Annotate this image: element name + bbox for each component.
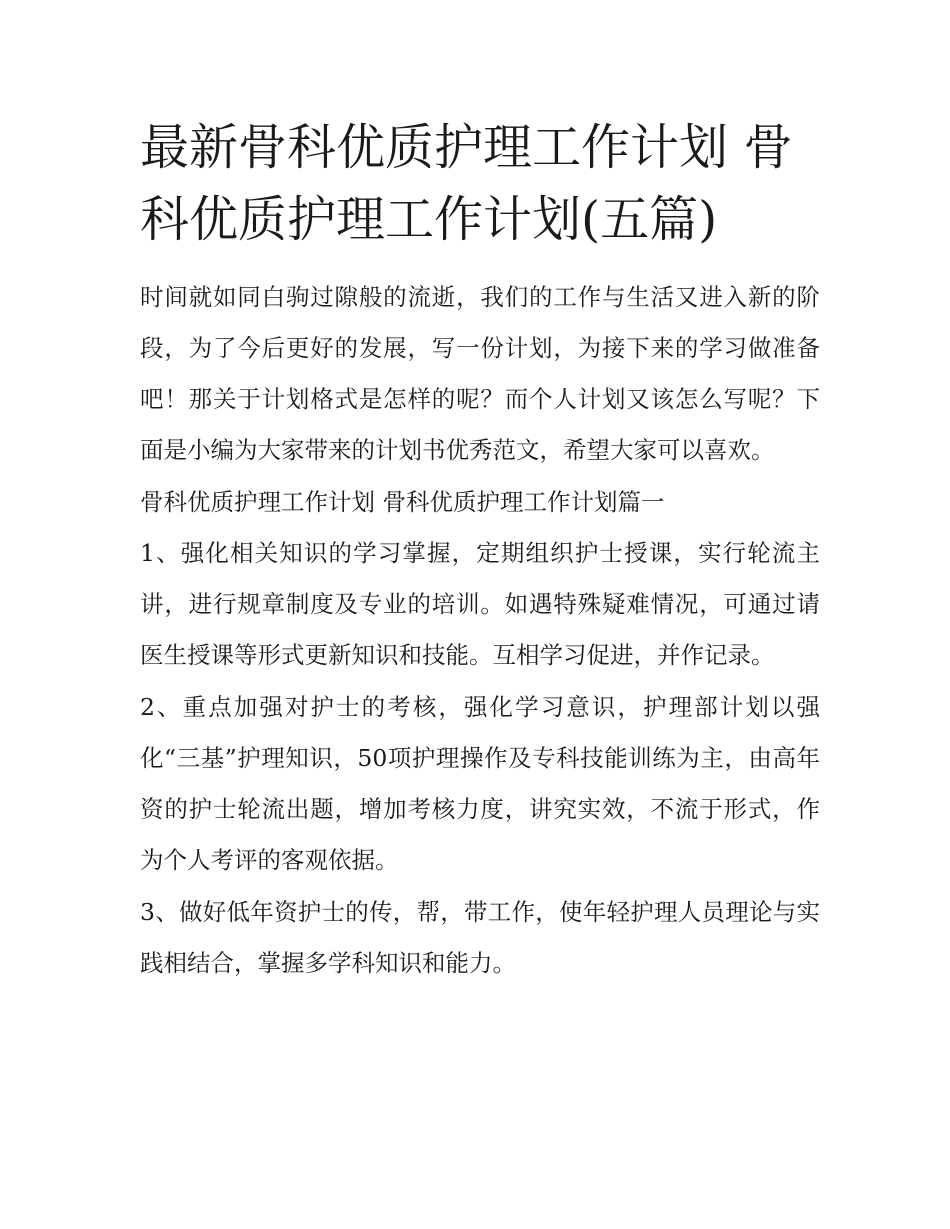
intro-paragraph: 时间就如同白驹过隙般的流逝，我们的工作与生活又进入新的阶段，为了今后更好的发展，写一份计划，为接下来的学习做准备吧！那关于计划格式是怎样的呢？而个人计划又该怎么写呢？下面是小编为大家带来的计划书优秀范文，希望大家可以喜欢。 (140, 283, 820, 464)
section-heading: 骨科优质护理工作计划 骨科优质护理工作计划篇一 (140, 488, 665, 516)
list-item: 3、做好低年资护士的传，帮，带工作，使年轻护理人员理论与实践相结合，掌握多学科知识和能力。 (140, 898, 820, 977)
list-item: 2、重点加强对护士的考核，强化学习意识，护理部计划以强化“三基”护理知识，50项护理操作及专科技能训练为主，由高年资的护士轮流出题，增加考核力度，讲究实效，不流于形式，作为个人考评的客观依据。 (140, 693, 820, 874)
document-body (140, 112, 820, 990)
list-item: 1、强化相关知识的学习掌握，定期组织护士授课，实行轮流主讲，进行规章制度及专业的培训。如遇特殊疑难情况，可通过请医生授课等形式更新知识和技能。互相学习促进，并作记录。 (140, 539, 820, 669)
document-title: 最新骨科优质护理工作计划 骨科优质护理工作计划(五篇) (140, 119, 793, 248)
